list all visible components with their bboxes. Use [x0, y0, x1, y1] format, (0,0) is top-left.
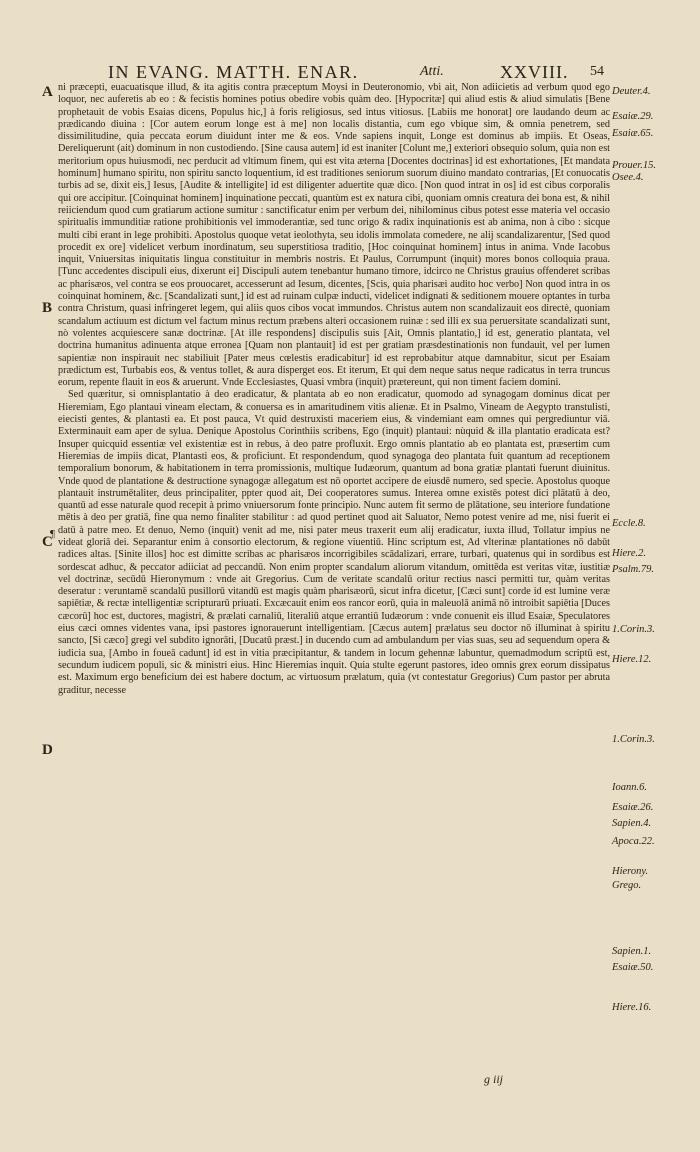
- margin-references: [612, 0, 700, 1152]
- section-letter-c: C: [42, 534, 53, 550]
- page-header: [108, 62, 628, 84]
- margin-ref: Esaiæ.65.: [612, 128, 654, 139]
- margin-ref: Hiere.16.: [612, 1002, 652, 1013]
- margin-ref: Eccle.8.: [612, 518, 646, 529]
- margin-ref: Psalm.79.: [612, 564, 654, 575]
- signature-mark: g iij: [484, 1072, 504, 1086]
- margin-ref: Osee.4.: [612, 172, 644, 183]
- paragraph-2: Sed quæritur, si omnisplantatio à deo eradicatur, & plantata ab eo non eradicatur, quomodo ad synagogam dominus dicat per Hieremiam, Ego plantaui vineam electam, & conuersa es in amaritudinem vitis alienæ. Et in Psalmo, Vineam de Aegypto transtulisti, eiecisti gentes, & plantasti ea. Et post pauca, Vt quid destruxisti maceriem eius, & vindemiant eam omnes qui pergrediuntur viā. Exterminauit eam aper de sylua. Denique Apostolus Corinthiis scribens, Ego (inquit) plantaui: nùquid & illa plantatio eradicata est? Insuper quicquid essentiæ vel existentiæ est in rebus, à deo patre profluxit. Ergo omnis plantatio ab eo plantata est, præsertim cum Hieremias de impiis dicat, Plantasti eos, & proficiunt. Et respondendum, quod synagoga deo plantata fuit quantum ad receptionem temporalium bonorum, & habitationem in terra promissionis, multique Iudæorum, quantum ad bona gratiæ plantati fuerunt diuinitus. Vnde quod de plantatione & destructione synagogæ allegatum est nō oportet accipere de eiusdē numero, sed specie. Apostolus quoque plantauit instrumētaliter, deus principaliter, ppter quod ait, Dei cooperatores sumus. Interea omne existēs potest dici plātatū à deo, quantū ad esse naturale quod recepit à primo vniuersorum fonte principio. Nunc autem fit sermo de plātatione, seu interiore fundatione mētis à deo per gratiā, fine qua nemo finaliter stabilitur : ad quod pertinet quod ait Saluator, Nemo potest venire ad me, nisi fuerit ei datū à patre meo. Et denuo, Nemo (inquit) venit ad me, nisi pater meus traxerit eum alij eradicatur, iuxta illud, Tollatur impius ne videat gloriā dei. Separantur enim à consortio electorum, & regione viuentiū. Hinc scriptum est, Ad vlterinæ plantationes nō dabūt radices altas. [Sinite illos] hoc est dimitte scribas ac pharisæos incorrigibiles scādalizari, errare, turbari, quatenus qui in sordibus est sordescat adhuc, & peccator adiiciat ad peccandū. Non enim propter scandalum aliorum vitandum, omittēda est veritas vitæ, iustitiæ vel doctrinæ, secūdū Hieronymum : vnde ait Gregorius. Cum de veritate scandalū oritur rectius nasci permitti tur, quàm veritas deseratur : veruntamē scandalū pusillorū vitandū est magis quàm pharisæorū, sicut infra dicetur, [Cæci sunt] corde id est lumine veræ sapiētiæ, & rectæ intelligentiæ scripturarū priuati. Excæcauit enim eos rancor eorū, quia in maleuolā animā nō introibit sapiētia [Duces cæcorū] hoc est, ductores, magistri, & prælati carnaliū, literaliū atque errantiū Iudæorum : vnde conuenit eis illud Esaiæ, Speculatores eius cæci omnes videntes vana, ipsi pastores ignorauerunt intelligentiam. [Cæcus autem] prælatus seu doctor nō illuminat à spiritu sancto, [Si cæco] gregi vel subdito ignorāti, [Ducatū præst.] in ducendo cum ad ambulandum per vias suas, seu ad sequendum opera & iudicia sua, [Ambo in foueā cadunt] id est in vitia præcipitantur, & tandem in locum gehennæ labuntur, quemadmodum scriptū est, secundum iudicem populi, sic & ministri eius. Hinc Hieremias inquit. Quia stulte egerunt pastores, ideo omnis grex eorum dissipatus est. Maximum ergo beneficium dei est habere doctum, ac virtuosum prælatum, quia (vt contestatur Gregorius) Cum pastor per abruta graditur, necesse: [58, 389, 610, 696]
- margin-ref: 1.Corin.3.: [612, 624, 655, 635]
- commentary-text: [58, 82, 610, 1082]
- running-head: IN EVANG. MATTH. ENAR.: [108, 62, 359, 82]
- margin-ref: Deuter.4.: [612, 86, 651, 97]
- margin-ref: Ioann.6.: [612, 782, 647, 793]
- margin-ref: Hierony.: [612, 866, 649, 877]
- margin-ref: Grego.: [612, 880, 642, 891]
- section-letter-d: D: [42, 742, 53, 758]
- margin-ref: Hiere.2.: [612, 548, 647, 559]
- margin-ref: Esaiæ.26.: [612, 802, 654, 813]
- chapter-number: XXVIII.: [500, 62, 569, 82]
- paragraph-1: ni præcepti, euacuatisque illud, & ita agitis contra præceptum Moysi in Deuteronomio, vbi ait, Non adiicietis ad verbum quod ego loquor, nec auferetis ab eo : & fecistis homines potius obedire vobis quàm deo. [Hypocritæ] qui aliud estis & aliud simulatis [Bene prophetauit de vobis Esaias dicens, Populus hic,] à foris religiosus, sed intus vitiosus. [Labiis me honorat] ore laudando deum ac prædicando diuina : [Cor autem eorum longe est à me] non localis distantia, cum ego vbique sim, & omnia penetrem, sed dissimilitudine, quia peccata eorum diuidunt inter me & eos. Vnde sapiens inquit, Longe est dominus ab impiis. Et Oseas, Dereliquerunt (ait) dominum in non custodiendo. [Sine causa autem] id est inaniter [Colunt me,] exteriori obsequio solum, quia non est meritorium opus huiusmodi, nec perducit ad vltimum finem, qui est vita æterna [Docentes doctrinas] id est exhortationes, [Et mandata hominum] humano spiritu, non spiritu sancto loquentium, id est traditiones seniorum suorum diuino mandato contrarias, [Et conuocatis turbis ad se, dixit eis,] Iesus, [Audite & intelligite] id est diligenter aduertite quæ dico. [Non quod intrat in os] id est cibus corporalis qui ore accipitur. [Coinquinat hominem] inquinatione peccati, quantùm est ex natura cibi, quoniam omnis creatura dei bona est, & nihil reiiciendum quod cum gratiarum actione sumitur : sanctificatur enim per verbum dei, nihilominus cibus potest esse materia vel occasio spiritualis immunditiæ ratione prohibitionis vel immoderantiæ, sed tunc origo & radix inquinationis est ab anima, non à cibo : sicque multi cibi erant in lege prohibiti. Apostolus quoque vetat ieolothyta, seu idolis immolata comedere, ne alij scandalizarentur, [Sed quod procedit ex ore] videlicet verbum inordinatum, seu superstitiosa traditio, [Hoc coinquinat hominem] intus in anima. Vnde Iacobus inquit, Vniuersitas iniquitatis lingua constituitur in membris nostris. Et Paulus, Corrumpunt (inquit) mores bonos colloquia praua. [Tunc accedentes discipuli eius, dixerunt ei] Discipuli autem tenebantur humano timore, idcirco ne Christus grauius offenderet scribas ac pharisæos, vel contra se eos prouocaret, accesserunt ad Iesum, dicentes, [Scis, quia pharisæi audito hoc verbo] Non quod intra in os coinquinat hominem, &c. [Scandalizati sunt,] id est ad ruinam culpæ inducti, videlicet indignati & seditionem mouere optantes in turba contra Christum, quasi infringeret legem, qui aliis quos cibos vocat immundos. Christus autem non scandalizauit eos directè, quoniam scandalum actiuum est dictum vel factum minus rectum præbens alteri occasionem ruinæ : sed illi ex sua peruersitate scandalizati sunt, nò volentes acquiescere sanæ doctrinæ. [At ille respondens] discipulis suis [Ait, Omnis plantatio,] id est, generatio plantata, vel doctrina humanitus adinuenta atque erronea [Quam non plantauit] id est per gratiam præsdestinationis non fundauit, vel per lumen sapientiæ non inspirauit nec stabiliuit [Pater meus cœlestis eradicabitur] id est reprobabitur atque damnabitur, sicut per Esaiam prædictum est, Turbabis eos, & ventus tollet, & aura disperget eos. Et iterum, Et qui dem neque satus neque radicatus in terra truncus eorum, repente flauit in eos & aruerunt. Vnde Ecclesiastes, Quasi vmbra (inquit) prætereunt, qui non timent faciem domini.: [58, 82, 610, 389]
- chapter-label: Atti.: [420, 64, 444, 79]
- margin-ref: Hiere.12.: [612, 654, 652, 665]
- section-letter-b: B: [42, 300, 53, 316]
- folio-number: 54: [590, 64, 604, 79]
- section-letter-a: A: [42, 84, 53, 100]
- margin-ref: Prouer.15.: [612, 160, 656, 171]
- margin-ref: Esaiæ.50.: [612, 962, 654, 973]
- margin-ref: Sapien.1.: [612, 946, 652, 957]
- margin-ref: Apoca.22.: [612, 836, 655, 847]
- margin-ref: 1.Corin.3.: [612, 734, 655, 745]
- margin-ref: Sapien.4.: [612, 818, 652, 829]
- margin-ref: Esaiæ.29.: [612, 111, 654, 122]
- pilcrow-mark: ¶: [50, 528, 55, 540]
